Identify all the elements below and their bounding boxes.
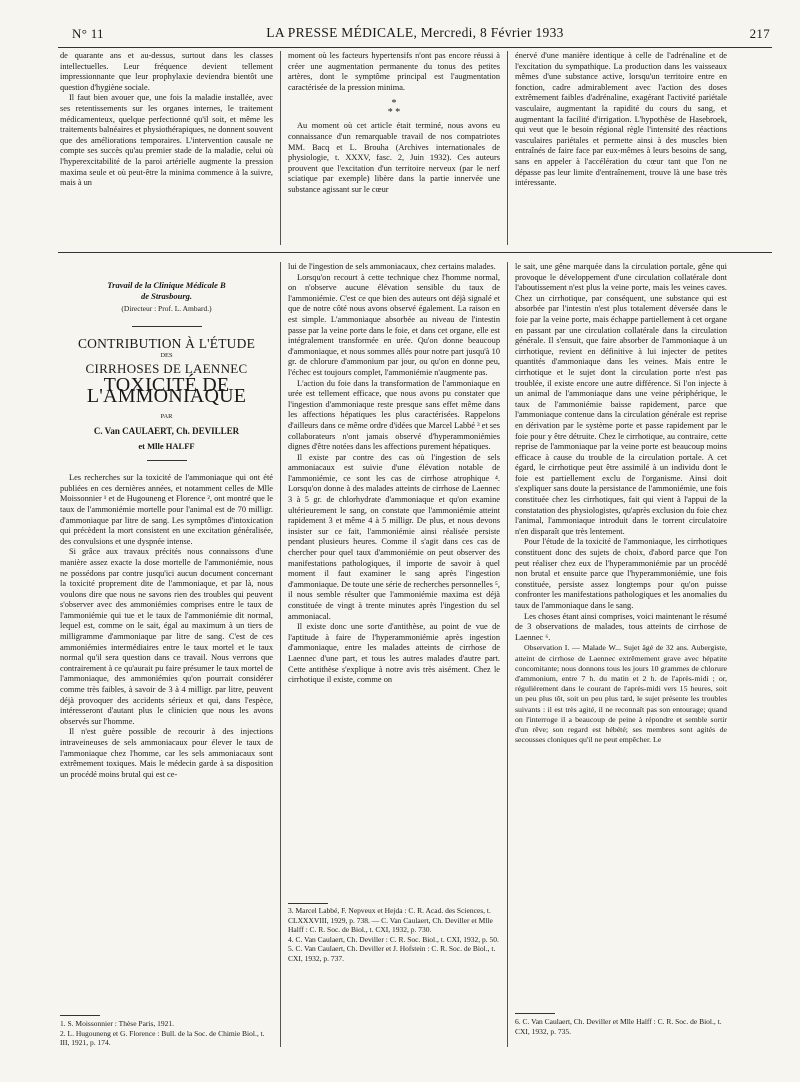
paragraph: Au moment où cet article était terminé, nous avons eu connaissance d'un remarquable travail de nos compatriotes MM. Bacq et L. Brouha (Archives internationales de physiologie, t. XXXV, fasc. 2, Juin 1932). Ces auteurs prouvent que l'excitation d'un territoire nerveux (par le nerf sciatique par exemple) libère dans la partie innervée une substance agissant sur le cœur [288,121,500,194]
paragraph: Les choses étant ainsi comprises, voici maintenant le résumé de 3 observations de malades, tous atteints de cirrhose de Laennec ⁶. [515,611,727,642]
top-column-2 [288,51,500,245]
title-separator [132,326,202,327]
article-title-line-2: CIRRHOSES DE LAENNEC [85,360,248,376]
article-title-line-1: CONTRIBUTION À L'ÉTUDE [77,335,256,351]
footnote: 4. C. Van Caulaert, Ch. Deviller : C. R. Soc. Biol., t. CXI, 1932, p. 50. [288,934,499,944]
page-number: 217 [749,26,770,41]
footnote: 1. S. Moissonnier : Thèse Paris, 1921. [60,1019,175,1028]
footnote: 2. L. Hugouneng et G. Florence : Bull. de la Soc. de Chimie Biol., t. III, 1921, p. 174. [60,1028,265,1048]
paragraph: Lorsqu'on recourt à cette technique chez l'homme normal, on n'observe aucune élévation sensible du taux de l'ammoniémie. C'est ce que bien des auteurs ont déjà signalé et que de notre côté nous avons observé également. La raison en est simple. L'ammoniaque absorbée au niveau de l'intestin passe par la veine porte dans le foie, et dans cet organe, elle est intégralement transformée en urée. Qu'on donne beaucoup d'ammoniaque, et nous sommes allés pour notre part jusqu'à 10 gr. de chlorure d'ammonium par jour, ou qu'on en donne peu, l'échec est toujours complet, l'ammoniémie n'augmente pas. [288,272,500,377]
column-divider [280,51,281,245]
article-column-1 [60,262,273,1024]
footnote-rule [60,1015,100,1016]
footnote: 5. C. Van Caulaert, Ch. Deviller et J. Hofstein : C. R. Soc. de Biol., t. CXI, 1932, p. 737. [288,944,496,963]
paragraph: L'action du foie dans la transformation de l'ammoniaque en urée est tellement efficace, que nous avons pu constater que l'ingestion d'ammoniaque reste presque sans effet même dans les affections hépatiques les plus caractérisées. Rappelons d'ailleurs dans ce même ordre d'idées que Marcel Labbé ³ et ses collaborateurs n'ont jamais observé d'hyperammoniémies dignes d'être notées dans les affections purement hépatiques. [288,378,500,452]
paragraph: Si grâce aux travaux précités nous connaissons d'une manière assez exacte la dose mortelle de l'ammoniémie, nous ne possédons par contre jusqu'ici aucun document concernant la toxicité proprement dite de l'ammoniaque, et par là, nous voulons dire que nous ne savons rien des troubles qui peuvent s'observer avec des ammoniémies comprises entre le taux de l'ammoniémie qui tue et le taux de l'ammoniémie dit normal, lequel est, comme on le sait, égal au maximum à un tiers de milligramme d'ammoniaque par litre de sang. C'est de ces ammoniémies intermédiaires entre le taux mortel et le taux normal qu'il sera question dans ce travail. Nous verrons que contrairement à ce qu'aurait pu faire présumer le taux mortel de l'ammoniaque, des ammoniémies qu'on pourrait considérer comme très faibles, à savoir de 3 à 4 milligr. par litre, peuvent déjà provoquer des accidents sérieux et qui, dans l'espèce, intéresseront d'autant plus le clinicien que nous les avons observés sur l'homme. [60,547,273,726]
footnotes-column-3 [515,1017,727,1036]
paragraph: de quarante ans et au-dessus, surtout dans les classes intellectuelles. Leur fréquence devient tellement impressionnante que leur prophylaxie deviendra bientôt une question d'hygiène sociale. [60,51,273,92]
issue-number: N° 11 [72,26,104,41]
clinic-line: Travail de la Clinique Médicale B [107,280,226,290]
header-rule [58,47,772,48]
column-divider [507,51,508,245]
clinic-line: de Strasbourg. [140,291,192,301]
paragraph: le sait, une gêne marquée dans la circulation portale, gêne qui provoque le développement d'une circulation collatérale dont l'aboutissement n'est plus la veine porte, mais les veines caves. Chez un cirrhotique, par conséquent, une substance qui est absorbée par l'intestin n'est plus totalement déversée dans le foie par la veine porte, mais échappe partiellement à cet organe en passant par une circulation collatérale dans la circulation générale. Il s'ensuit, que faire absorber de l'ammoniaque à un cirrhotique, revient en définitive à lui injecter de petites quantités d'ammoniaque dans les veines. Mais entre le cirrhotique et le sujet dont la circulation porte n'est pas troublée, il existe encore une autre différence. Si l'on injecte à un animal de l'ammoniaque dans une veine périphérique, le taux de l'ammoniémie baisse rapidement, parce que l'ammoniaque contenue dans la circulation générale est reprise en dérivation par le système porte et passe rapidement par le foie pour y être détruite. Chez le cirrhotique, au contraire, cette reprise de l'ammoniaque par la veine porte est beaucoup moins efficace à cause du trouble de la circulation portale. A cet égard, le cirrhotique peut être assimilé à un individu dont le foie est partiellement exclu de l'organisme. Ainsi doit s'expliquer sans doute la persistance de l'ammoniémie, une fois constituée chez les cirrhotiques, fait qui vient à l'appui de la constatation des physiologistes, qu'après exclusion du foie chez l'animal, l'ammoniaque introduit dans le torrent circulatoire n'en disparaît que très lentement. [515,262,727,536]
title-separator [147,460,187,461]
page-header [58,22,772,46]
authors: et Mlle HALFF [138,441,195,452]
paragraph: lui de l'ingestion de sels ammoniacaux, chez certains malades. [288,262,496,271]
paragraph: énervé d'une manière identique à celle de l'adrénaline et de l'excitation du sympathique. La production dans les vaisseaux mêmes d'une substance active, lorsqu'un territoire entre en fonction, cadre admirablement avec l'action des doses extrêmement faibles d'adrénaline, exagérant l'activité pariétale vasculaire, augmentant la rapidité du cours du sang, et augmentant la facilité d'irrigation. L'hypothèse de Hasebroek, qui veut que le besoin régional règle l'intensité des réactions vasculaires pariétales et permette ainsi à des muscles bien entraînés de faire face par eux-mêmes à leurs besoins de sang, sans en appeler à l'accélération du cœur tant que l'on ne dépasse pas leur limite d'entraînement, trouve là une base très intéressante. [515,51,727,188]
article-column-2 [288,262,500,896]
top-column-3 [515,51,727,245]
journal-title: LA PRESSE MÉDICALE, Mercredi, 8 Février 1933 [266,25,564,40]
footnote: 6. C. Van Caulaert, Ch. Deviller et Mlle Halff : C. R. Soc. de Biol., t. CXI, 1932, p. 735. [515,1017,722,1036]
article-title-line-3: TOXICITÉ DE L'AMMONIAQUE [86,374,247,407]
footnote: 3. Marcel Labbé, F. Nepveux et Hejda : C. R. Acad. des Sciences, t. CLXXXVIII, 1929, p. 738. — C. Van Caulaert, Ch. Deviller et Mlle Halff : C. R. Soc. de Biol., t. CXI, 1932, p. 730. [288,906,493,935]
article-title-des: DES [160,352,173,360]
paragraph: Les recherches sur la toxicité de l'ammoniaque qui ont été publiées en ces dernières années, et notamment celles de Mlle Moissonnier ¹ et de Hugouneng et Florence ², ont montré que le taux de l'ammoniémie mortelle pour l'animal est de 70 milligr. d'ammoniaque par litre de sang. Les symptômes d'intoxication qui précèdent la mort consistent en une excitation généralisée, des convulsions et une dyspnée intense. [60,473,273,546]
paragraph: Il existe par contre des cas où l'ingestion de sels ammoniacaux est suivie d'une élévation notable de l'ammoniémie, ce sont les cas de cirrhose atrophique ⁴. Lorsqu'on donne à des malades atteints de cirrhose de Laennec 3 à 5 gr. de chlorhydrate d'ammoniaque et qu'on examine ultérieurement le sang, on constate que l'ammoniémie atteint rapidement 3 et même 4 à 5 milligr. De plus, et nous devons insister sur ce fait, l'ammoniémie ainsi réalisée persiste pendant plusieurs heures. Comme il s'agit dans ces cas de chercher pour quel taux d'ammoniémie on peut observer des manifestations pathologiques, il importe de savoir à quel moment il faut examiner le sang après l'ingestion d'ammoniaque. De toute une série de recherches personnelles ⁵, il nous semble résulter que l'ammoniémie maxima est déjà constituée de vingt à trente minutes après l'ingestion du sel ammoniacal. [288,452,500,621]
paragraph: Il n'est guère possible de recourir à des injections intraveineuses de sels ammoniacaux pour élever le taux de l'ammoniaque chez l'homme, car les sels ammoniacaux sont extrêmement toxiques. Mais le médecin garde à sa disposition un procédé moins brutal qui est ce- [60,727,273,779]
top-column-1 [60,51,273,245]
column-divider [507,262,508,1047]
footnotes-column-1 [60,1019,273,1048]
authors: C. Van CAULAERT, Ch. DEVILLER [93,426,240,437]
paragraph: Pour l'étude de la toxicité de l'ammoniaque, les cirrhotiques constituent donc des sujets de choix, d'abord parce que l'on peut réaliser chez eux de l'hyperammoniémie par un procédé non brutal et ensuite parce que l'hyperammoniémie, une fois constituée, persiste assez longtemps pour qu'on puisse confronter les manifestations pathologiques et les anomalies du taux de l'ammoniaque dans le sang. [515,537,727,610]
paragraph: moment où les facteurs hypertensifs n'ont pas encore réussi à créer une augmentation permanente du tonus des petites artères, dont le symptôme principal est l'augmentation caractérisée de la pression minima. [288,51,500,92]
section-stars: * * * [387,98,401,119]
by-line: PAR [160,412,173,420]
director-line: (Directeur : Prof. L. Ambard.) [121,304,212,313]
footnote-rule [288,903,328,904]
section-rule [58,252,772,253]
paragraph: Il existe donc une sorte d'antithèse, au point de vue de l'aptitude à faire de l'hyperammoniémie après ingestion d'ammoniaque, entre les malades atteints de cirrhose de Laennec d'une part, et tous les autres malades d'autre part. Cette antithèse s'explique à notre avis très aisément. Chez le cirrhotique il existe, comme on [288,622,500,685]
paragraph: Il faut bien avouer que, une fois la maladie installée, avec ses retentissements sur les organes internes, le traitement médicamenteux, quelque perfectionné qu'il soit, et même les traitements balnéaires et physiothérapiques, ne donnent souvent que des améliorations temporaires. L'intervention causale ne compte ses succès qu'au premier stade de la maladie, celui où l'hyperexcitabilité de la paroi artérielle augmente la pression maxima seule et où peut-être la minima commence à la suivre, mais à un [60,93,273,188]
observation-paragraph: Observation I. — Malade W... Sujet âgé de 32 ans. Aubergiste, atteint de cirrhose de Laennec extrêmement grave avec hépatite concomitante; nous donnons tous les jours 10 grammes de chlorure d'ammonium, entre 7 h. du matin et 2 h. de l'après-midi ; or, régulièrement dans le courant de l'après-midi vers 15 heures, soit un peu plus tôt, soit un peu plus tard, le sujet présente les troubles suivants : il est très agité, il ne reconnaît pas son entourage; quand on l'interroge il a beaucoup de peine à répondre et semble sortir d'un rêve; son regard est hébété; ses membres sont agités de secousses cloniques qu'il ne peut empêcher. Le [515,643,727,745]
footnotes-column-2 [288,906,500,1046]
column-divider [280,262,281,1047]
article-column-3 [515,262,727,1010]
footnote-rule [515,1013,555,1014]
